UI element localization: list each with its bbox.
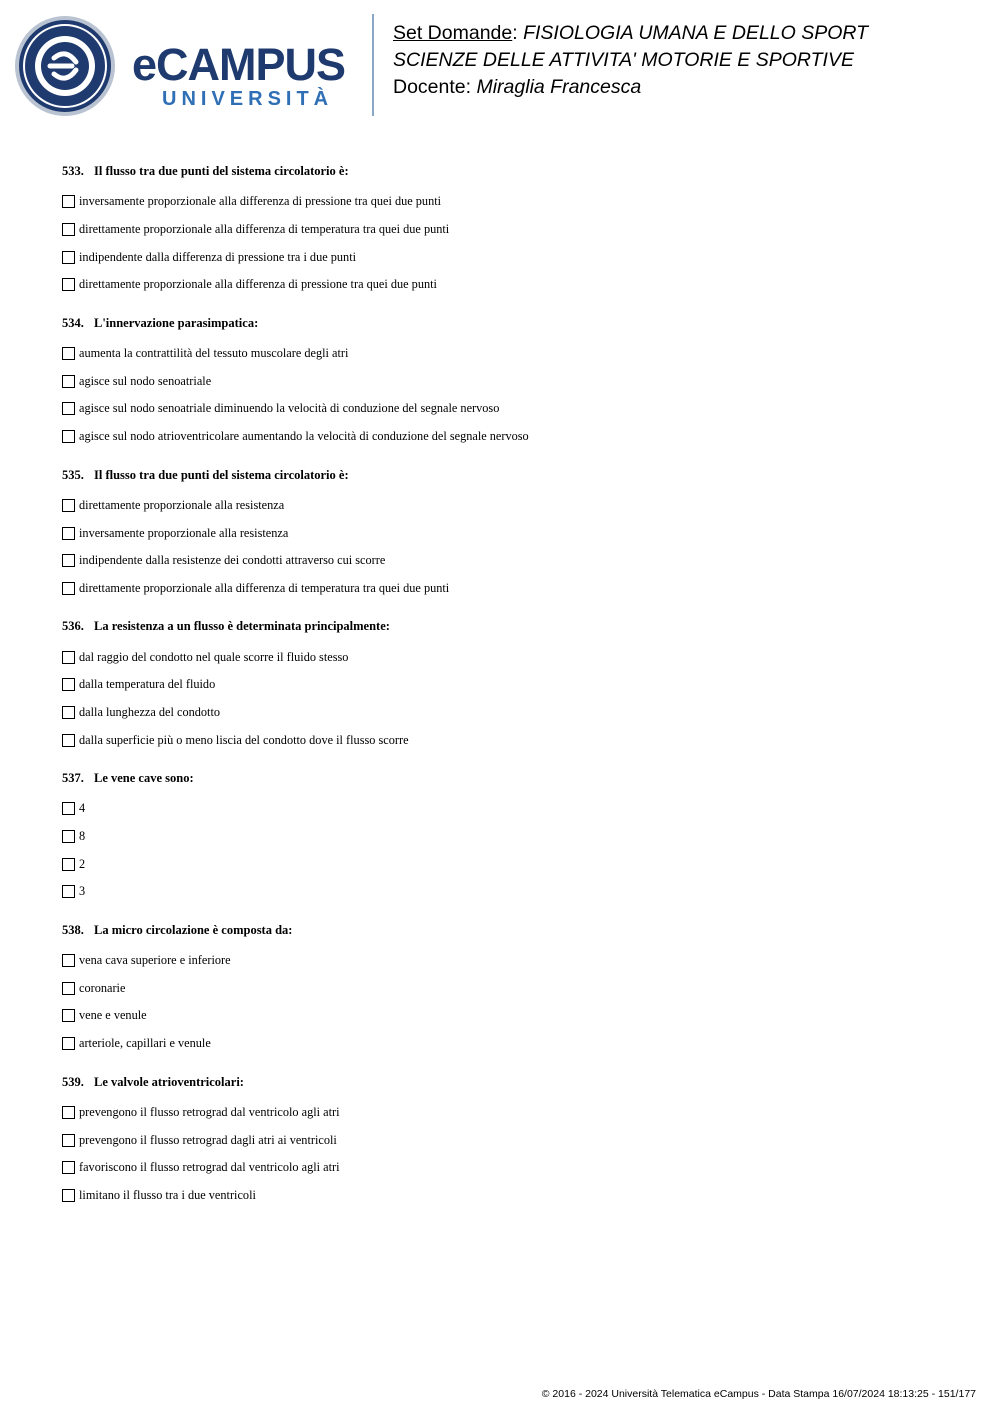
question-block bbox=[62, 163, 962, 299]
page-header bbox=[0, 0, 1000, 130]
answer-option bbox=[62, 492, 962, 520]
answer-label: dalla temperatura del fluido bbox=[79, 677, 216, 692]
answer-label: arteriole, capillari e venule bbox=[79, 1036, 211, 1051]
question-block bbox=[62, 1074, 962, 1210]
header-line-docente bbox=[393, 74, 993, 101]
answer-label: 3 bbox=[79, 884, 86, 899]
answer-checkbox[interactable] bbox=[62, 278, 75, 291]
answer-checkbox[interactable] bbox=[62, 1161, 75, 1174]
answer-checkbox[interactable] bbox=[62, 430, 75, 443]
answer-label: inversamente proporzionale alla resistenza bbox=[79, 525, 289, 540]
answer-label: direttamente proporzionale alla differenza di pressione tra quei due punti bbox=[79, 277, 437, 292]
answer-checkbox[interactable] bbox=[62, 223, 75, 236]
answer-option bbox=[62, 671, 962, 699]
answer-checkbox[interactable] bbox=[62, 582, 75, 595]
answer-option bbox=[62, 423, 962, 451]
set-label: Set Domande bbox=[393, 22, 513, 44]
docente-label: Docente: bbox=[393, 76, 472, 98]
program-name: SCIENZE DELLE ATTIVITA' MOTORIE E SPORTIVE bbox=[393, 49, 854, 71]
answer-checkbox[interactable] bbox=[62, 554, 75, 567]
answer-checkbox[interactable] bbox=[62, 527, 75, 540]
answer-checkbox[interactable] bbox=[62, 802, 75, 815]
answer-label: limitano il flusso tra i due ventricoli bbox=[79, 1187, 256, 1202]
question-number: 539. bbox=[62, 1074, 84, 1089]
answer-option bbox=[62, 1126, 962, 1154]
answer-option bbox=[62, 1182, 962, 1210]
answer-option bbox=[62, 1002, 962, 1030]
answer-label: 2 bbox=[79, 856, 86, 871]
ecampus-wordmark bbox=[132, 40, 357, 112]
question-number: 537. bbox=[62, 771, 84, 785]
docente-name: Miraglia Francesca bbox=[476, 76, 642, 98]
answer-label: prevengono il flusso retrograd dal ventricolo agli atri bbox=[79, 1104, 340, 1119]
answer-option bbox=[62, 1030, 962, 1058]
question-block bbox=[62, 618, 962, 754]
answer-label: direttamente proporzionale alla differenza di temperatura tra quei due punti bbox=[79, 580, 450, 595]
question-title bbox=[62, 315, 962, 332]
answer-checkbox[interactable] bbox=[62, 885, 75, 898]
question-text: Le vene cave sono: bbox=[94, 771, 194, 785]
answer-label: prevengono il flusso retrograd dagli atri ai ventricoli bbox=[79, 1132, 337, 1147]
answer-checkbox[interactable] bbox=[62, 651, 75, 664]
answer-option bbox=[62, 878, 962, 906]
answer-label: dal raggio del condotto nel quale scorre il fluido stesso bbox=[79, 649, 349, 664]
question-list bbox=[62, 163, 962, 1225]
answer-checkbox[interactable] bbox=[62, 1189, 75, 1202]
question-text: Il flusso tra due punti del sistema circolatorio è: bbox=[94, 164, 349, 178]
answer-label: agisce sul nodo atrioventricolare aumentando la velocità di conduzione del segnale nervoso bbox=[79, 429, 529, 444]
answer-label: vena cava superiore e inferiore bbox=[79, 953, 231, 968]
answer-label: aumenta la contrattilità del tessuto muscolare degli atri bbox=[79, 346, 349, 361]
answer-checkbox[interactable] bbox=[62, 1106, 75, 1119]
answer-option bbox=[62, 823, 962, 851]
answer-checkbox[interactable] bbox=[62, 1009, 75, 1022]
question-title bbox=[62, 618, 962, 635]
answer-checkbox[interactable] bbox=[62, 499, 75, 512]
answer-label: indipendente dalla resistenze dei condotti attraverso cui scorre bbox=[79, 553, 386, 568]
answer-option bbox=[62, 643, 962, 671]
question-text: Le valvole atrioventricolari: bbox=[94, 1074, 244, 1089]
question-number: 538. bbox=[62, 922, 84, 937]
answer-label: agisce sul nodo senoatriale diminuendo la velocità di conduzione del segnale nervoso bbox=[79, 401, 500, 416]
answer-label: dalla lunghezza del condotto bbox=[79, 704, 221, 719]
answer-label: vene e venule bbox=[79, 1008, 147, 1023]
answer-checkbox[interactable] bbox=[62, 402, 75, 415]
answer-label: favoriscono il flusso retrograd dal ventricolo agli atri bbox=[79, 1160, 340, 1175]
answer-label: agisce sul nodo senoatriale bbox=[79, 373, 212, 388]
question-title bbox=[62, 770, 962, 787]
question-block bbox=[62, 922, 962, 1058]
question-number: 533. bbox=[62, 164, 84, 178]
logo-brand-text: eCAMPUS bbox=[132, 39, 346, 90]
answer-checkbox[interactable] bbox=[62, 954, 75, 967]
answer-checkbox[interactable] bbox=[62, 1134, 75, 1147]
question-title bbox=[62, 922, 962, 939]
answer-option bbox=[62, 243, 962, 271]
answer-option bbox=[62, 1099, 962, 1127]
answer-checkbox[interactable] bbox=[62, 375, 75, 388]
page-footer: © 2016 - 2024 Università Telematica eCampus - Data Stampa 16/07/2024 18:13:25 - 151/177 bbox=[541, 1388, 976, 1400]
question-text: L'innervazione parasimpatica: bbox=[94, 315, 259, 330]
answer-option bbox=[62, 216, 962, 244]
header-line-course: Set Domande: FISIOLOGIA UMANA E DELLO SPORT bbox=[393, 22, 869, 44]
question-title bbox=[62, 163, 962, 180]
ecampus-seal-logo bbox=[14, 15, 116, 117]
question-block bbox=[62, 770, 962, 906]
answer-checkbox[interactable] bbox=[62, 982, 75, 995]
answer-checkbox[interactable] bbox=[62, 830, 75, 843]
answer-label: coronarie bbox=[79, 980, 126, 995]
answer-checkbox[interactable] bbox=[62, 347, 75, 360]
question-block bbox=[62, 315, 962, 451]
answer-checkbox[interactable] bbox=[62, 251, 75, 264]
answer-label: 4 bbox=[79, 801, 86, 816]
answer-checkbox[interactable] bbox=[62, 1037, 75, 1050]
question-number: 536. bbox=[62, 619, 84, 634]
answer-checkbox[interactable] bbox=[62, 678, 75, 691]
header-divider bbox=[372, 14, 374, 116]
logo-university-text: UNIVERSITÀ bbox=[162, 88, 334, 110]
answer-option bbox=[62, 726, 962, 754]
answer-checkbox[interactable] bbox=[62, 734, 75, 747]
answer-label: direttamente proporzionale alla differenza di temperatura tra quei due punti bbox=[79, 222, 450, 237]
answer-checkbox[interactable] bbox=[62, 195, 75, 208]
answer-option bbox=[62, 547, 962, 575]
header-line-program bbox=[393, 47, 993, 74]
answer-label: indipendente dalla differenza di pressione tra i due punti bbox=[79, 249, 357, 264]
answer-option bbox=[62, 795, 962, 823]
answer-label: direttamente proporzionale alla resistenza bbox=[79, 497, 285, 512]
answer-option bbox=[62, 947, 962, 975]
answer-option bbox=[62, 340, 962, 368]
question-title bbox=[62, 1074, 962, 1091]
header-info bbox=[393, 20, 993, 101]
answer-option bbox=[62, 699, 962, 727]
answer-option bbox=[62, 974, 962, 1002]
question-title bbox=[62, 467, 962, 484]
answer-option bbox=[62, 850, 962, 878]
question-text: La resistenza a un flusso è determinata principalmente: bbox=[94, 619, 390, 634]
answer-option bbox=[62, 1154, 962, 1182]
course-name: FISIOLOGIA UMANA E DELLO SPORT bbox=[523, 22, 869, 44]
question-block bbox=[62, 467, 962, 603]
question-text: Il flusso tra due punti del sistema circolatorio è: bbox=[94, 467, 349, 482]
question-text: La micro circolazione è composta da: bbox=[94, 922, 293, 937]
answer-option bbox=[62, 188, 962, 216]
answer-label: 8 bbox=[79, 829, 86, 844]
answer-option bbox=[62, 367, 962, 395]
answer-option bbox=[62, 519, 962, 547]
answer-option bbox=[62, 271, 962, 299]
answer-checkbox[interactable] bbox=[62, 858, 75, 871]
answer-option bbox=[62, 395, 962, 423]
answer-label: dalla superficie più o meno liscia del condotto dove il flusso scorre bbox=[79, 732, 409, 747]
question-number: 534. bbox=[62, 315, 84, 330]
answer-label: inversamente proporzionale alla differenza di pressione tra quei due punti bbox=[79, 194, 442, 209]
answer-checkbox[interactable] bbox=[62, 706, 75, 719]
answer-option bbox=[62, 575, 962, 603]
question-number: 535. bbox=[62, 467, 84, 482]
